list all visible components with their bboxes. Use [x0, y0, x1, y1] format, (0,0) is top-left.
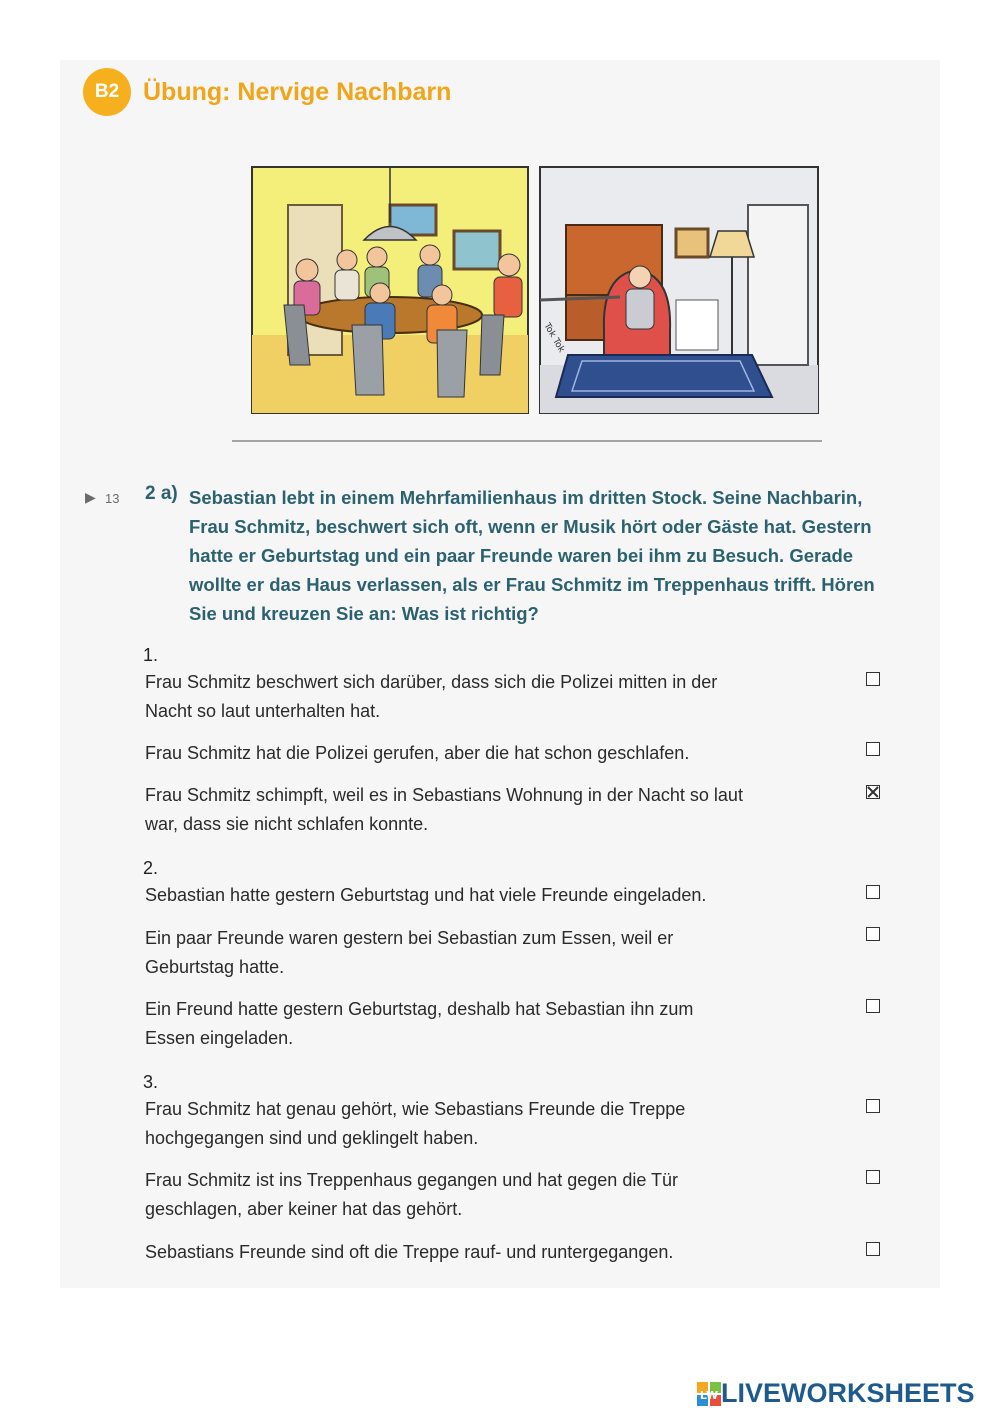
- question-1-option-b-checkbox[interactable]: [866, 742, 880, 756]
- question-3-number: 3.: [143, 1072, 159, 1092]
- question-3-option-a-checkbox[interactable]: [866, 1099, 880, 1113]
- play-audio-icon[interactable]: ▶: [85, 489, 96, 505]
- question-3-option-b-checkbox[interactable]: [866, 1170, 880, 1184]
- task-instruction: Sebastian lebt in einem Mehrfamilienhaus im dritten Stock. Seine Nachbarin, Frau Schmitz, beschwert sich oft, wenn er Musik hört oder Gäste hat. Gestern hatte er Geburtstag und ein paar Freunde waren bei ihm zu Besuch. Gerade wollte er das Haus verlassen, als er Frau Schmitz im Treppenhaus trifft. Hören Sie und kreuzen Sie an: Was ist richtig?: [189, 487, 875, 624]
- question-2-option-a: Sebastian hatte gestern Geburtstag und hat viele Freunde eingeladen.: [145, 885, 707, 905]
- question-1-option-a: Frau Schmitz beschwert sich darüber, dass sich die Polizei mitten in der Nacht so laut unterhalten hat.: [145, 672, 718, 721]
- dinner-party-scene: [252, 167, 528, 413]
- question-1-option-c: Frau Schmitz schimpft, weil es in Sebastians Wohnung in der Nacht so laut war, dass sie nicht schlafen konnte.: [145, 785, 743, 834]
- exercise-title: Übung: Nervige Nachbarn: [143, 77, 452, 106]
- question-3-option-b: Frau Schmitz ist ins Treppenhaus gegangen und hat gegen die Tür geschlagen, aber keiner hat das gehört.: [145, 1170, 679, 1219]
- question-1-option-b: Frau Schmitz hat die Polizei gerufen, aber die hat schon geschlafen.: [145, 743, 690, 763]
- logo-badge-text: LW: [699, 1388, 719, 1402]
- exercise-header: [83, 68, 451, 116]
- sound-effect-text: Tok Tok: [541, 321, 567, 355]
- question-2-option-b-checkbox[interactable]: [866, 927, 880, 941]
- audio-track-number: 13: [105, 491, 120, 506]
- liveworksheets-logo-icon: [697, 1382, 721, 1406]
- logo-text: LIVEWORKSHEETS: [721, 1378, 975, 1408]
- question-3-option-a: Frau Schmitz hat genau gehört, wie Sebastians Freunde die Treppe hochgegangen sind und geklingelt haben.: [145, 1099, 686, 1148]
- neighbor-knocking-scene: [540, 167, 818, 413]
- level-badge: B2: [83, 68, 131, 116]
- question-2-option-a-checkbox[interactable]: [866, 885, 880, 899]
- question-2-option-c-checkbox[interactable]: [866, 999, 880, 1013]
- question-1-option-c-checkbox[interactable]: [866, 785, 880, 799]
- question-1-number: 1.: [143, 645, 159, 665]
- task-number: 2 a): [145, 483, 178, 504]
- question-2-option-b: Ein paar Freunde waren gestern bei Sebastian zum Essen, weil er Geburtstag hatte.: [145, 928, 674, 977]
- question-2-option-c: Ein Freund hatte gestern Geburtstag, deshalb hat Sebastian ihn zum Essen eingeladen.: [145, 999, 694, 1048]
- question-1-option-a-checkbox[interactable]: [866, 672, 880, 686]
- question-3-option-c-checkbox[interactable]: [866, 1242, 880, 1256]
- question-3-option-c: Sebastians Freunde sind oft die Treppe rauf- und runtergegangen.: [145, 1242, 674, 1262]
- question-2-number: 2.: [143, 858, 159, 878]
- liveworksheets-logo: [697, 1378, 975, 1409]
- illustration-neighbors: [232, 165, 822, 445]
